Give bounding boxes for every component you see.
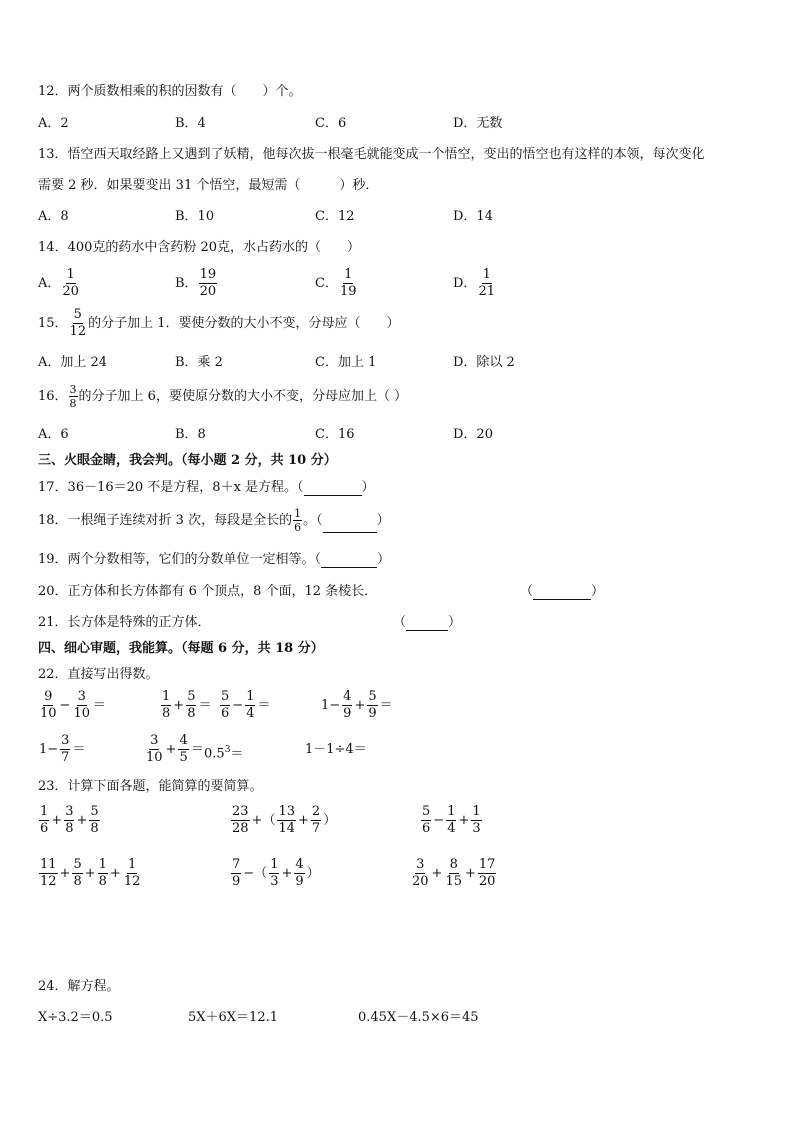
q22-expr-4 (320, 690, 394, 721)
numerator: 2 (311, 804, 321, 819)
denominator: 20 (62, 284, 79, 299)
answer-blank[interactable] (323, 520, 377, 533)
q15-option-d[interactable]: D．除以 2 (453, 355, 515, 370)
q22-expr-5 (38, 734, 86, 765)
denominator: 7 (61, 750, 70, 765)
q16-option-b[interactable]: B．8 (175, 427, 206, 442)
open-paren: （ (393, 615, 407, 630)
numerator: 4 (295, 857, 304, 872)
numerator: 8 (449, 857, 458, 872)
operator: + (465, 865, 476, 881)
question-15 (38, 308, 400, 339)
numerator: 5 (73, 307, 82, 322)
equals-sign: ＝ (230, 746, 244, 762)
operator: + (173, 697, 185, 713)
denominator: 12 (123, 874, 141, 889)
numerator: 5 (368, 689, 377, 704)
question-18 (38, 508, 390, 533)
denominator: 3 (472, 821, 481, 836)
q14-option-c[interactable] (315, 268, 359, 299)
operator: −（ (243, 865, 268, 881)
q23-expr-5 (230, 858, 321, 889)
denominator: 10 (146, 750, 163, 765)
answer-blank[interactable] (304, 483, 362, 496)
numerator: 1 (40, 804, 49, 819)
answer-blank[interactable] (321, 555, 377, 568)
q24-equation-1: X÷3.2＝0.5 (38, 1010, 113, 1025)
denominator: 10 (40, 706, 57, 721)
denominator: 12 (69, 324, 87, 339)
q23-expr-4 (38, 858, 142, 889)
numerator: 1 (246, 689, 255, 704)
numerator: 3 (77, 689, 86, 704)
denominator: 8 (187, 706, 196, 721)
question-22-title: 22．直接写出得数。 (38, 667, 159, 682)
denominator: 12 (40, 874, 57, 889)
question-text: 18．一根绳子连续对折 3 次，每段是全长的 (38, 513, 293, 528)
question-text-after: 。（ (303, 513, 323, 528)
denominator: 8 (73, 874, 82, 889)
numerator: 3 (65, 804, 74, 819)
question-13-line2: 需要 2 秒．如果要变出 31 个悟空，最短需（ ）秒． (38, 178, 379, 193)
close-paren: ） (377, 552, 391, 567)
operator: + (431, 865, 443, 881)
q23-expr-1 (38, 805, 101, 836)
q13-option-d[interactable]: D．14 (453, 209, 493, 224)
operator: − (433, 812, 445, 828)
denominator: 14 (278, 821, 295, 836)
equals-sign: ＝ (190, 741, 204, 757)
close-paren: ） (361, 480, 375, 495)
question-24-title: 24．解方程。 (38, 979, 120, 994)
denominator: 8 (98, 874, 107, 889)
q22-expr-2 (160, 690, 212, 721)
question-13-line1: 13．悟空西天取经路上又遇到了妖精，他每次拔一根毫毛就能变成一个悟空，变出的悟空也有这样的本领，每次变化 (38, 147, 705, 162)
equals-sign: ＝ (72, 741, 86, 757)
question-text: 19．两个分数相等，它们的分数单位一定相等。（ (38, 552, 322, 567)
denominator: 9 (368, 706, 377, 721)
q23-expr-6 (410, 858, 497, 889)
denominator: 19 (339, 284, 357, 299)
denominator: 6 (294, 521, 302, 534)
q23-expr-3 (420, 805, 483, 836)
denominator: 3 (270, 874, 279, 889)
operator: + (84, 865, 96, 881)
equals-sign: ＝ (379, 697, 393, 713)
numerator: 13 (278, 804, 295, 819)
close-paren: ） (448, 615, 462, 630)
operator: + (298, 812, 309, 828)
section-4-heading: 四、细心审题，我能算。（每题 6 分，共 18 分） (38, 641, 324, 656)
denominator: 8 (90, 821, 99, 836)
q22-expr-3 (219, 690, 271, 721)
q22-expr-7 (204, 742, 243, 762)
q15-option-b[interactable]: B．乘 2 (175, 355, 223, 370)
numerator: 5 (73, 857, 82, 872)
operator: + (165, 741, 177, 757)
denominator: 6 (221, 706, 230, 721)
denominator: 20 (412, 874, 429, 889)
q14-option-a[interactable] (38, 268, 81, 299)
q12-option-a[interactable]: A．2 (38, 116, 69, 131)
question-20: 20．正方体和长方体都有 6 个顶点，8 个面，12 条棱长． (38, 584, 378, 599)
question-12: 12．两个质数相乘的积的因数有（ ）个。 (38, 84, 302, 99)
denominator: 9 (295, 874, 304, 889)
option-label: C． (315, 276, 338, 291)
numerator: 1 (270, 857, 279, 872)
denominator: 5 (179, 750, 188, 765)
option-label: D． (453, 276, 477, 291)
numerator: 19 (199, 267, 217, 282)
open-paren: （ (520, 584, 534, 599)
numerator: 3 (61, 733, 70, 748)
numerator: 23 (232, 804, 249, 819)
q16-option-c[interactable]: C．16 (315, 427, 355, 442)
denominator: 9 (232, 874, 241, 889)
operator: + (76, 812, 88, 828)
close-paren: ） (376, 513, 390, 528)
q23-expr-2 (230, 805, 337, 836)
operator: + (354, 697, 366, 713)
numerator: 3 (69, 383, 77, 396)
equals-sign: ＝ (93, 697, 107, 713)
close-paren: ） (306, 865, 320, 881)
q20-answer (520, 584, 604, 600)
denominator: 8 (162, 706, 171, 721)
denominator: 4 (447, 821, 456, 836)
numerator: 1 (127, 857, 137, 872)
numerator: 3 (150, 733, 159, 748)
close-paren: ） (591, 584, 605, 599)
numerator: 4 (179, 733, 188, 748)
numerator: 4 (343, 689, 352, 704)
numerator: 1 (66, 267, 75, 282)
answer-blank[interactable] (533, 587, 591, 600)
q14-option-b[interactable] (175, 268, 218, 299)
q13-option-c[interactable]: C．12 (315, 209, 355, 224)
section-3-heading: 三、火眼金睛，我会判。（每小题 2 分，共 10 分） (38, 453, 337, 468)
operator: − (59, 697, 71, 713)
q22-expr-8: 1－1÷4＝ (305, 742, 367, 757)
numerator: 5 (90, 804, 99, 819)
q22-expr-6 (144, 734, 205, 765)
numerator: 1 (294, 507, 302, 520)
option-label: B． (175, 276, 198, 291)
equals-sign: ＝ (257, 697, 271, 713)
question-number: 15． (38, 316, 68, 331)
question-text: 的分子加上 1．要使分数的大小不变，分母应（ ） (88, 316, 400, 331)
question-16 (38, 384, 407, 409)
numerator: 5 (422, 804, 431, 819)
denominator: 15 (445, 874, 462, 889)
q12-option-d[interactable]: D．无数 (453, 116, 503, 131)
close-paren: ） (323, 812, 337, 828)
question-14: 14．400克的药水中含药粉 20克，水占药水的（ ） (38, 240, 361, 255)
option-label: A． (38, 276, 61, 291)
question-17 (38, 480, 375, 496)
q24-equation-2: 5X＋6X＝12.1 (188, 1010, 278, 1025)
prefix: 1− (39, 741, 59, 757)
question-21: 21．长方体是特殊的正方体． (38, 615, 211, 630)
denominator: 10 (73, 706, 90, 721)
numerator: 1 (447, 804, 456, 819)
operator: +（ (251, 812, 276, 828)
numerator: 1 (482, 267, 491, 282)
question-23-title: 23．计算下面各题，能简算的要简算。 (38, 779, 263, 794)
operator: + (281, 865, 293, 881)
q24-equation-3: 0.45X－4.5×6＝45 (358, 1010, 479, 1025)
denominator: 8 (69, 397, 77, 410)
question-text: 17．36－16＝20 不是方程，8＋x 是方程。（ (38, 480, 304, 495)
q12-option-b[interactable]: B．4 (175, 116, 206, 131)
question-text: 的分子加上 6，要使原分数的大小不变，分母应加上（ ） (78, 389, 408, 404)
answer-blank[interactable] (406, 618, 448, 631)
operator: + (109, 865, 121, 881)
operator: + (59, 865, 71, 881)
denominator: 28 (232, 821, 249, 836)
numerator: 5 (221, 689, 230, 704)
base: 0.5 (204, 746, 225, 762)
denominator: 21 (478, 284, 495, 299)
denominator: 20 (478, 874, 496, 889)
numerator: 1 (472, 804, 481, 819)
exponent: 3 (224, 745, 231, 755)
prefix: 1− (321, 697, 341, 713)
q14-option-d[interactable] (453, 268, 497, 299)
q16-option-a[interactable]: A．6 (38, 427, 69, 442)
denominator: 6 (422, 821, 431, 836)
operator: + (458, 812, 470, 828)
numerator: 9 (44, 689, 53, 704)
denominator: 9 (343, 706, 352, 721)
numerator: 5 (187, 689, 196, 704)
denominator: 20 (199, 284, 217, 299)
denominator: 6 (40, 821, 49, 836)
q22-expr-1 (38, 690, 107, 721)
numerator: 17 (478, 857, 496, 872)
operator: + (51, 812, 63, 828)
numerator: 1 (98, 857, 107, 872)
q16-option-d[interactable]: D．20 (453, 427, 493, 442)
question-19 (38, 552, 390, 568)
q13-option-b[interactable]: B．10 (175, 209, 215, 224)
q21-answer (393, 615, 461, 631)
operator: − (232, 697, 244, 713)
denominator: 4 (246, 706, 255, 721)
numerator: 3 (416, 857, 425, 872)
q12-option-c[interactable]: C．6 (315, 116, 347, 131)
numerator: 7 (232, 857, 241, 872)
numerator: 1 (344, 267, 353, 282)
numerator: 11 (40, 857, 57, 872)
q15-option-c[interactable]: C．加上 1 (315, 355, 377, 370)
denominator: 7 (311, 821, 321, 836)
question-number: 16． (38, 389, 68, 404)
q15-option-a[interactable]: A．加上 24 (38, 355, 108, 370)
q13-option-a[interactable]: A．8 (38, 209, 69, 224)
equals-sign: ＝ (198, 697, 212, 713)
denominator: 8 (65, 821, 74, 836)
numerator: 1 (162, 689, 171, 704)
